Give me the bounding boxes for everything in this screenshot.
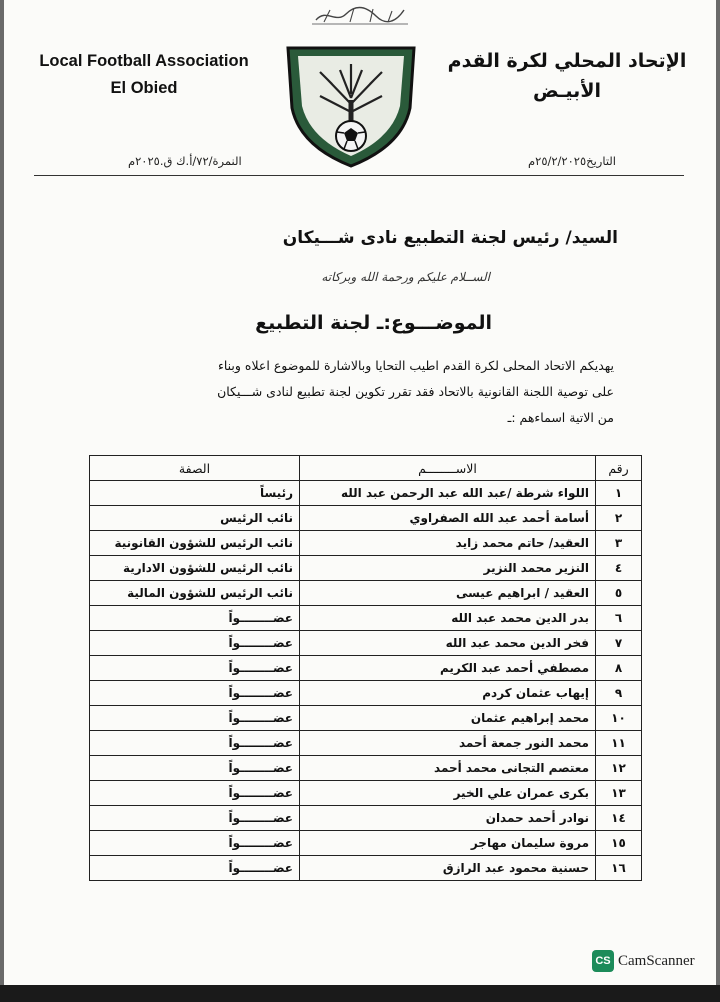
body-line-2: على توصية اللجنة القانونية بالاتحاد فقد تقرر تكوين لجنة تطبيع لنادى شـــيكان — [217, 384, 614, 399]
member-role: عضــــــــواً — [90, 681, 300, 706]
row-number: ١٤ — [596, 806, 642, 831]
member-role: نائب الرئيس للشؤون القانونية — [90, 531, 300, 556]
member-role: عضــــــــواً — [90, 631, 300, 656]
member-role: عضــــــــواً — [90, 831, 300, 856]
addressee-line: السيد/ رئيس لجنة التطبيع نادى شـــيكان — [282, 228, 618, 248]
table-header-row — [90, 456, 642, 481]
row-number: ٣ — [596, 531, 642, 556]
body-line-3: من الاتية اسماءهم :ـ — [507, 410, 614, 425]
row-number: ٦ — [596, 606, 642, 631]
member-role: عضــــــــواً — [90, 706, 300, 731]
english-header-line2: El Obied — [110, 79, 178, 97]
greeting-line: الســلام عليكم ورحمة الله وبركاته — [321, 270, 490, 284]
member-name: النزير محمد النزير — [300, 556, 596, 581]
member-role: عضــــــــواً — [90, 606, 300, 631]
row-number: ١٥ — [596, 831, 642, 856]
table-row — [90, 731, 642, 756]
row-number: ١١ — [596, 731, 642, 756]
letter-page — [4, 0, 716, 985]
english-header — [34, 48, 254, 102]
member-role: نائب الرئيس للشؤون المالية — [90, 581, 300, 606]
association-logo-image — [280, 42, 422, 170]
table-row — [90, 506, 642, 531]
letter-body — [94, 353, 614, 431]
member-name: إيهاب عثمان كردم — [300, 681, 596, 706]
row-number: ١٠ — [596, 706, 642, 731]
table-body — [90, 481, 642, 881]
table-row — [90, 831, 642, 856]
table-row — [90, 531, 642, 556]
row-number: ١٢ — [596, 756, 642, 781]
table-row — [90, 606, 642, 631]
member-name: معتصم التجانى محمد أحمد — [300, 756, 596, 781]
basmala-calligraphy-image — [310, 2, 410, 28]
member-role: نائب الرئيس للشؤون الادارية — [90, 556, 300, 581]
arabic-header — [442, 46, 692, 106]
committee-members-table — [89, 455, 642, 881]
member-name: محمد إبراهيم عثمان — [300, 706, 596, 731]
table-row — [90, 656, 642, 681]
member-role: عضــــــــواً — [90, 756, 300, 781]
member-role: عضــــــــواً — [90, 781, 300, 806]
row-number: ٨ — [596, 656, 642, 681]
member-role: نائب الرئيس — [90, 506, 300, 531]
table-row — [90, 681, 642, 706]
member-name: مصطفي أحمد عبد الكريم — [300, 656, 596, 681]
arabic-header-line2: الأبيـض — [533, 80, 601, 102]
row-number: ٧ — [596, 631, 642, 656]
member-name: اللواء شرطة /عبد الله عبد الرحمن عبد الله — [300, 481, 596, 506]
row-number: ١٣ — [596, 781, 642, 806]
member-role: عضــــــــواً — [90, 731, 300, 756]
member-role: عضــــــــواً — [90, 656, 300, 681]
row-number: ٢ — [596, 506, 642, 531]
table-row — [90, 781, 642, 806]
row-number: ١٦ — [596, 856, 642, 881]
member-name: فخر الدين محمد عبد الله — [300, 631, 596, 656]
body-line-1: يهديكم الاتحاد المحلى لكرة القدم اطيب التحايا وبالاشارة للموضوع اعلاه وبناء — [217, 358, 614, 373]
letter-date: التاريخ٢٥/٢/٢٠٢٥م — [528, 154, 616, 168]
member-role: رئيساً — [90, 481, 300, 506]
row-number: ٤ — [596, 556, 642, 581]
member-name: العقيد / ابراهيم عيسى — [300, 581, 596, 606]
table-row — [90, 556, 642, 581]
member-name: العقيد/ حاتم محمد زايد — [300, 531, 596, 556]
member-name: بكرى عمران علي الخير — [300, 781, 596, 806]
camscanner-name: CamScanner — [618, 952, 695, 969]
member-name: مروة سليمان مهاجر — [300, 831, 596, 856]
row-number: ٥ — [596, 581, 642, 606]
table-row — [90, 706, 642, 731]
camscanner-watermark — [592, 950, 695, 972]
table-row — [90, 581, 642, 606]
basmala-calligraphy — [4, 2, 716, 32]
subject-line: الموضـــوع:ـ لجنة التطبيع — [255, 312, 492, 334]
header-role: الصفة — [90, 456, 300, 481]
english-header-line1: Local Football Association — [39, 52, 249, 70]
table-row — [90, 481, 642, 506]
member-name: محمد النور جمعة أحمد — [300, 731, 596, 756]
reference-number: النمرة/٧٢/أ.ك ق.٢٠٢٥م — [128, 154, 242, 168]
table-row — [90, 856, 642, 881]
member-role: عضــــــــواً — [90, 856, 300, 881]
table-row — [90, 756, 642, 781]
row-number: ١ — [596, 481, 642, 506]
table-row — [90, 631, 642, 656]
member-name: أسامة أحمد عبد الله الصفراوي — [300, 506, 596, 531]
header-number: رقم — [596, 456, 642, 481]
bottom-frame-bar — [0, 985, 720, 1002]
table-row — [90, 806, 642, 831]
camscanner-logo-icon: CS — [592, 950, 614, 972]
row-number: ٩ — [596, 681, 642, 706]
arabic-header-line1: الإتحاد المحلي لكرة القدم — [447, 50, 687, 72]
member-name: حسنية محمود عبد الرازق — [300, 856, 596, 881]
header-divider — [34, 175, 684, 176]
member-role: عضــــــــواً — [90, 806, 300, 831]
header-name: الاســــــــم — [300, 456, 596, 481]
member-name: بدر الدين محمد عبد الله — [300, 606, 596, 631]
association-logo — [280, 42, 422, 174]
member-name: نوادر أحمد حمدان — [300, 806, 596, 831]
